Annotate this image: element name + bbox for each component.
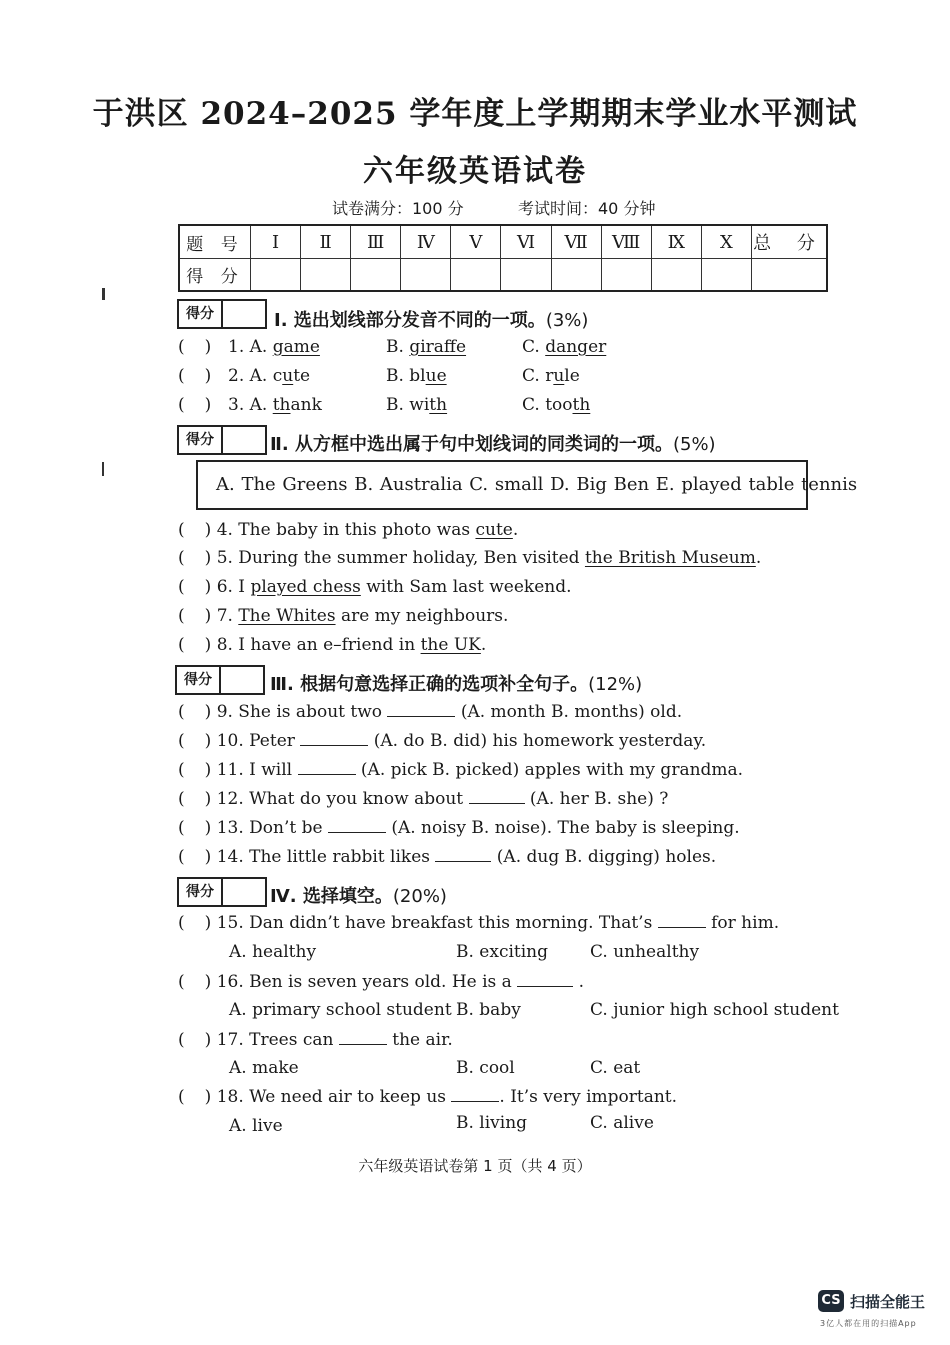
fill-blank[interactable] xyxy=(298,760,356,775)
q10 xyxy=(178,731,706,751)
q1-c-word: danger xyxy=(545,337,607,357)
answer-paren-close: ) xyxy=(204,606,212,626)
answer-paren-close: ) xyxy=(204,1030,212,1050)
q2 xyxy=(178,366,211,386)
q4 xyxy=(178,520,518,540)
answer-paren-open: ( xyxy=(178,847,185,867)
q11-options: (A. pick B. picked) apples with my grandma. xyxy=(360,760,744,780)
q5 xyxy=(178,548,761,568)
q10-options: (A. do B. did) his homework yesterday. xyxy=(373,731,707,751)
score-label: 得 分 xyxy=(179,259,251,291)
q18-option-b: B. living xyxy=(456,1113,528,1133)
section-1-score-input[interactable] xyxy=(223,301,265,327)
q7-underlined: The Whites xyxy=(238,606,336,626)
answer-paren-open: ( xyxy=(178,548,185,568)
section-4-score-box xyxy=(177,877,267,907)
q2-option-c xyxy=(522,366,580,386)
score-table-header-row xyxy=(179,225,827,259)
q9-text: 9. She is about two xyxy=(216,702,382,722)
answer-paren-open: ( xyxy=(178,1030,185,1050)
col-1: Ⅰ xyxy=(251,225,301,259)
q2-c-underline: u xyxy=(553,366,565,386)
q11 xyxy=(178,760,743,780)
q16 xyxy=(178,972,584,992)
fill-blank[interactable] xyxy=(328,818,386,833)
q1-c-label: C. xyxy=(522,337,540,357)
q17-end: the air. xyxy=(392,1030,453,1050)
answer-paren-open: ( xyxy=(178,337,185,357)
q3-a-underline: th xyxy=(272,395,291,415)
answer-paren-open: ( xyxy=(178,702,185,722)
q13 xyxy=(178,818,740,838)
q18-text: 18. We need air to keep us xyxy=(216,1087,446,1107)
q18 xyxy=(178,1087,677,1107)
score-cell[interactable] xyxy=(301,259,351,291)
answer-paren-open: ( xyxy=(178,818,185,838)
q1-b-label: B. xyxy=(386,337,404,357)
q7-end: are my neighbours. xyxy=(335,606,509,626)
score-table-score-row xyxy=(179,259,827,291)
section-3-title xyxy=(270,670,642,696)
section-1-title xyxy=(274,306,588,332)
q5-end: . xyxy=(755,548,762,568)
q2-option-b xyxy=(386,366,447,386)
section-1-title-text: Ⅰ. 选出划线部分发音不同的一项。 xyxy=(274,310,546,331)
q17-option-a: A. make xyxy=(229,1058,299,1078)
q2-b-underline: ue xyxy=(425,366,447,386)
answer-paren-open: ( xyxy=(178,635,185,655)
answer-paren-close: ) xyxy=(204,760,212,780)
q1-number: 1. A. xyxy=(228,337,268,357)
q1-b-word: giraffe xyxy=(409,337,467,357)
section-2-title-text: Ⅱ. 从方框中选出属于句中划线词的同类词的一项。 xyxy=(270,434,673,455)
col-9: Ⅸ xyxy=(651,225,701,259)
q5-text: 5. During the summer holiday, Ben visited xyxy=(216,548,585,568)
fill-blank[interactable] xyxy=(658,913,706,928)
answer-paren-close: ) xyxy=(204,520,212,540)
q16-option-c: C. junior high school student xyxy=(590,1000,839,1020)
answer-paren-open: ( xyxy=(178,760,185,780)
score-cell[interactable] xyxy=(451,259,501,291)
answer-paren-close: ) xyxy=(204,1087,212,1107)
score-box-label: 得分 xyxy=(179,879,223,905)
q7 xyxy=(178,606,508,626)
col-4: Ⅳ xyxy=(401,225,451,259)
q4-underlined: cute xyxy=(475,520,513,540)
q1-a-word: game xyxy=(272,337,320,357)
section-3-title-text: Ⅲ. 根据句意选择正确的选项补全句子。 xyxy=(270,674,589,695)
answer-paren-close: ) xyxy=(204,702,212,722)
q2-number: 2. A. xyxy=(228,366,268,386)
page-footer: 六年级英语试卷第 1 页（共 4 页） xyxy=(358,1157,592,1175)
q18-end: . It’s very important. xyxy=(499,1087,678,1107)
q15 xyxy=(178,913,779,933)
q10-text: 10. Peter xyxy=(216,731,295,751)
total-label: 总 分 xyxy=(752,225,828,259)
q2-a-post: te xyxy=(293,366,311,386)
q6 xyxy=(178,577,572,597)
question-number-label: 题 号 xyxy=(179,225,251,259)
score-cell[interactable] xyxy=(501,259,551,291)
q3-b-pre: B. wi xyxy=(386,395,430,415)
col-8: Ⅷ xyxy=(601,225,651,259)
q6-underlined: played chess xyxy=(250,577,361,597)
scan-mark xyxy=(102,288,105,300)
answer-paren-close: ) xyxy=(204,847,212,867)
cs-logo-icon: CS xyxy=(818,1290,844,1312)
q17 xyxy=(178,1030,453,1050)
answer-paren-close: ) xyxy=(204,789,212,809)
exam-subtitle: 六年级英语试卷 xyxy=(363,154,587,189)
q4-text: 4. The baby in this photo was xyxy=(216,520,476,540)
q8-end: . xyxy=(480,635,487,655)
total-score-cell[interactable] xyxy=(752,259,828,291)
q18-option-a: A. live xyxy=(229,1116,283,1136)
q8-text: 8. I have an e–friend in xyxy=(216,635,421,655)
word-choice-box xyxy=(196,460,858,510)
q3-option-a xyxy=(228,395,322,415)
answer-paren-open: ( xyxy=(178,520,185,540)
answer-paren-open: ( xyxy=(178,577,185,597)
score-cell[interactable] xyxy=(251,259,301,291)
q1-option-a xyxy=(228,337,320,357)
q8-underlined: the UK xyxy=(420,635,481,655)
col-3: Ⅲ xyxy=(351,225,401,259)
q18-option-c: C. alive xyxy=(590,1113,654,1133)
section-2-percent: (5%) xyxy=(672,434,716,455)
q3-b-underline: th xyxy=(429,395,448,415)
answer-paren-open: ( xyxy=(178,366,185,386)
q16-option-a: A. primary school student xyxy=(229,1000,452,1020)
fill-blank[interactable] xyxy=(339,1030,387,1045)
q17-option-c: C. eat xyxy=(590,1058,641,1078)
q3-option-c xyxy=(522,395,590,415)
col-5: Ⅴ xyxy=(451,225,501,259)
q12-text: 12. What do you know about xyxy=(216,789,464,809)
answer-paren-open: ( xyxy=(178,913,185,933)
section-4-percent: (20%) xyxy=(392,886,447,907)
col-6: Ⅵ xyxy=(501,225,551,259)
section-4-score-input[interactable] xyxy=(223,879,265,905)
scan-mark xyxy=(102,462,104,476)
section-1-percent: (3%) xyxy=(545,310,589,331)
fill-blank[interactable] xyxy=(435,847,491,862)
answer-paren-close: ) xyxy=(204,635,212,655)
q3 xyxy=(178,395,211,415)
full-score: 试卷满分：100 分 xyxy=(332,199,464,218)
section-2-score-box xyxy=(177,425,267,455)
answer-paren-close: ) xyxy=(204,366,212,386)
answer-paren-open: ( xyxy=(178,606,185,626)
q1-option-c xyxy=(522,337,606,357)
answer-paren-open: ( xyxy=(178,731,185,751)
col-7: Ⅶ xyxy=(551,225,601,259)
q8 xyxy=(178,635,486,655)
section-2-title xyxy=(270,430,716,456)
q3-c-pre: C. too xyxy=(522,395,573,415)
answer-paren-close: ) xyxy=(204,972,212,992)
answer-paren-open: ( xyxy=(178,1087,185,1107)
q15-option-b: B. exciting xyxy=(456,942,549,962)
score-table xyxy=(178,224,828,292)
answer-paren-close: ) xyxy=(204,913,212,933)
q14 xyxy=(178,847,716,867)
section-1-score-box xyxy=(177,299,267,329)
fill-blank[interactable] xyxy=(517,972,573,987)
q3-c-underline: th xyxy=(572,395,591,415)
col-2: Ⅱ xyxy=(301,225,351,259)
answer-paren-close: ) xyxy=(204,548,212,568)
score-cell[interactable] xyxy=(551,259,601,291)
q3-number: 3. A. xyxy=(228,395,268,415)
q7-text: 7. xyxy=(216,606,239,626)
q16-option-b: B. baby xyxy=(456,1000,521,1020)
q2-a-underline: u xyxy=(282,366,294,386)
q1-option-b xyxy=(386,337,466,357)
q3-a-post: ank xyxy=(290,395,322,415)
q13-options: (A. noisy B. noise). The baby is sleeping. xyxy=(391,818,740,838)
q15-text: 15. Dan didn’t have breakfast this morning. That’s xyxy=(216,913,653,933)
exam-title: 于洪区 2024–2025 学年度上学期期末学业水平测试 xyxy=(92,96,858,132)
q15-option-c: C. unhealthy xyxy=(590,942,700,962)
q14-options: (A. dug B. digging) holes. xyxy=(496,847,717,867)
scanner-watermark xyxy=(818,1290,925,1312)
q2-c-pre: C. r xyxy=(522,366,554,386)
q1 xyxy=(178,337,211,357)
q4-end: . xyxy=(512,520,519,540)
fill-blank[interactable] xyxy=(451,1087,499,1102)
answer-paren-close: ) xyxy=(204,577,212,597)
scanner-slogan: 3亿人都在用的扫描App xyxy=(820,1319,917,1328)
q3-option-b xyxy=(386,395,447,415)
q5-underlined: the British Museum xyxy=(584,548,756,568)
q12-options: (A. her B. she) ? xyxy=(529,789,669,809)
word-choice-options: A. The Greens B. Australia C. small D. Big Ben E. played table tennis xyxy=(216,474,858,495)
fill-blank[interactable] xyxy=(469,789,525,804)
section-2-score-input[interactable] xyxy=(223,427,265,453)
q9 xyxy=(178,702,682,722)
q15-end: for him. xyxy=(711,913,780,933)
score-box-label: 得分 xyxy=(179,301,223,327)
score-cell[interactable] xyxy=(651,259,701,291)
score-cell[interactable] xyxy=(601,259,651,291)
score-cell[interactable] xyxy=(351,259,401,291)
fill-blank[interactable] xyxy=(300,731,368,746)
section-4-title-text: Ⅳ. 选择填空。 xyxy=(270,886,393,907)
q14-text: 14. The little rabbit likes xyxy=(216,847,430,867)
score-cell[interactable] xyxy=(401,259,451,291)
q2-option-a xyxy=(228,366,310,386)
scanner-app-name: 扫描全能王 xyxy=(850,1292,926,1311)
q17-option-b: B. cool xyxy=(456,1058,515,1078)
answer-paren-close: ) xyxy=(204,395,212,415)
q2-a-pre: c xyxy=(272,366,283,386)
answer-paren-open: ( xyxy=(178,789,185,809)
score-box-label: 得分 xyxy=(177,667,221,693)
section-3-score-box xyxy=(175,665,265,695)
q13-text: 13. Don’t be xyxy=(216,818,323,838)
q11-text: 11. I will xyxy=(216,760,293,780)
score-box-label: 得分 xyxy=(179,427,223,453)
q16-text: 16. Ben is seven years old. He is a xyxy=(216,972,512,992)
col-10: Ⅹ xyxy=(701,225,751,259)
q12 xyxy=(178,789,668,809)
section-4-title xyxy=(270,882,447,908)
score-cell[interactable] xyxy=(701,259,751,291)
q6-text: 6. I xyxy=(216,577,251,597)
q2-b-pre: B. bl xyxy=(386,366,426,386)
q15-option-a: A. healthy xyxy=(229,942,317,962)
section-3-score-input[interactable] xyxy=(221,667,263,693)
section-3-percent: (12%) xyxy=(588,674,643,695)
q2-c-post: le xyxy=(564,366,580,386)
answer-paren-close: ) xyxy=(204,731,212,751)
answer-paren-open: ( xyxy=(178,972,185,992)
q6-end: with Sam last weekend. xyxy=(360,577,572,597)
q17-text: 17. Trees can xyxy=(216,1030,334,1050)
answer-paren-close: ) xyxy=(204,818,212,838)
q16-end: . xyxy=(578,972,585,992)
exam-time: 考试时间：40 分钟 xyxy=(518,199,656,218)
answer-paren-close: ) xyxy=(204,337,212,357)
q9-options: (A. month B. months) old. xyxy=(460,702,683,722)
fill-blank[interactable] xyxy=(387,702,455,717)
answer-paren-open: ( xyxy=(178,395,185,415)
